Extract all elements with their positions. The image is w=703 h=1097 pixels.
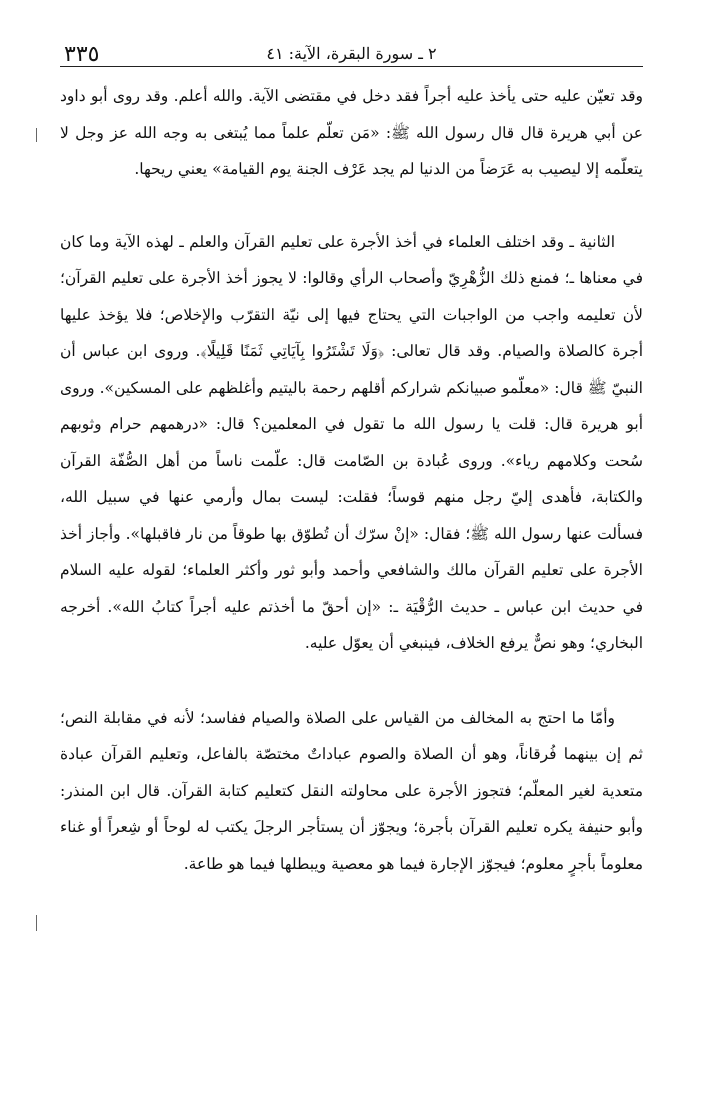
- paragraph-spacer: [60, 662, 643, 700]
- running-title: ٢ ـ سورة البقرة، الآية: ٤١: [266, 44, 437, 63]
- paragraph-1: وقد تعيّن عليه حتى يأخذ عليه أجراً فقد دخل في مقتضى الآية. والله أعلم. وقد روى أبو داود عن أبي هريرة قال قال رسول الله ﷺ: «مَن تعلّم علماً مما يُبتغى به وجه الله عز وجل لا يتعلّمه إلا ليصيب به عَرَضاً من الدنيا لم يجد عَرْف الجنة يوم القيامة» يعني ريحها.: [60, 87, 643, 178]
- paragraph-3: وأمّا ما احتج به المخالف من القياس على الصلاة والصيام ففاسد؛ لأنه في مقابلة النص؛ ثم إن بينهما فُرقاناً، وهو أن الصلاة والصوم عباداتٌ مختصّة بالفاعل، وتعليم القرآن عبادة متعدية لغير المعلّم؛ فتجوز الأجرة على محاولته النقل كتعليم كتابة القرآن. قال ابن المنذر: وأبو حنيفة يكره تعليم القرآن بأجرة؛ ويجوّز أن يستأجر الرجلَ يكتب له لوحاً أو شِعراً أو غناء معلوماً بأجرٍ معلوم؛ فيجوّز الإجارة فيما هو معصية ويبطلها فيما هو طاعة.: [60, 708, 643, 873]
- page-body: [60, 78, 643, 882]
- page-header: [60, 34, 643, 67]
- page-number: ٣٣٥: [64, 42, 100, 67]
- paragraph-2: الثانية ـ وقد اختلف العلماء في أخذ الأجرة على تعليم القرآن والعلم ـ لهذه الآية وما كان في معناها ـ؛ فمنع ذلك الزُّهْرِيّ وأصحاب الرأي وقالوا: لا يجوز أخذ الأجرة على تعليم القرآن؛ لأن تعليمه واجب من الواجبات التي يحتاج فيها إلى نيّة التقرّب والإخلاص؛ فلا يؤخذ عليها أجرة كالصلاة والصيام. وقد قال تعالى: ﴿وَلَا تَشْتَرُوا بِآيَاتِي ثَمَنًا قَلِيلًا﴾. وروى ابن عباس أن النبيّ ﷺ قال: «معلّمو صبيانكم شراركم أقلهم رحمة باليتيم وأغلظهم على المسكين». وروى أبو هريرة قال: قلت يا رسول الله ما تقول في المعلمين؟ قال: «درهمهم حرام وثوبهم سُحت وكلامهم رياء». وروى عُبادة بن الصّامت قال: علّمت ناساً من أهل الصُّفّة القرآن والكتابة، فأهدى إليّ رجل منهم قوساً؛ فقلت: ليست بمال وأرمي عنها في سبيل الله، فسألت عنها رسول الله ﷺ؛ فقال: «إنْ سرّك أن تُطوّق بها طوقاً من نار فاقبلها». وأجاز أخذ الأجرة على تعليم القرآن مالك والشافعي وأحمد وأبو ثور وأكثر العلماء؛ لقوله عليه السلام في حديث ابن عباس ـ حديث الرُّقْيَة ـ: «إن أحقّ ما أخذتم عليه أجراً كتابُ الله». أخرجه البخاري؛ وهو نصٌّ يرفع الخلاف، فينبغي أن يعوّل عليه.: [60, 232, 643, 652]
- paragraph-spacer: [60, 188, 643, 224]
- margin-mark: [36, 128, 37, 142]
- margin-mark: [36, 915, 37, 931]
